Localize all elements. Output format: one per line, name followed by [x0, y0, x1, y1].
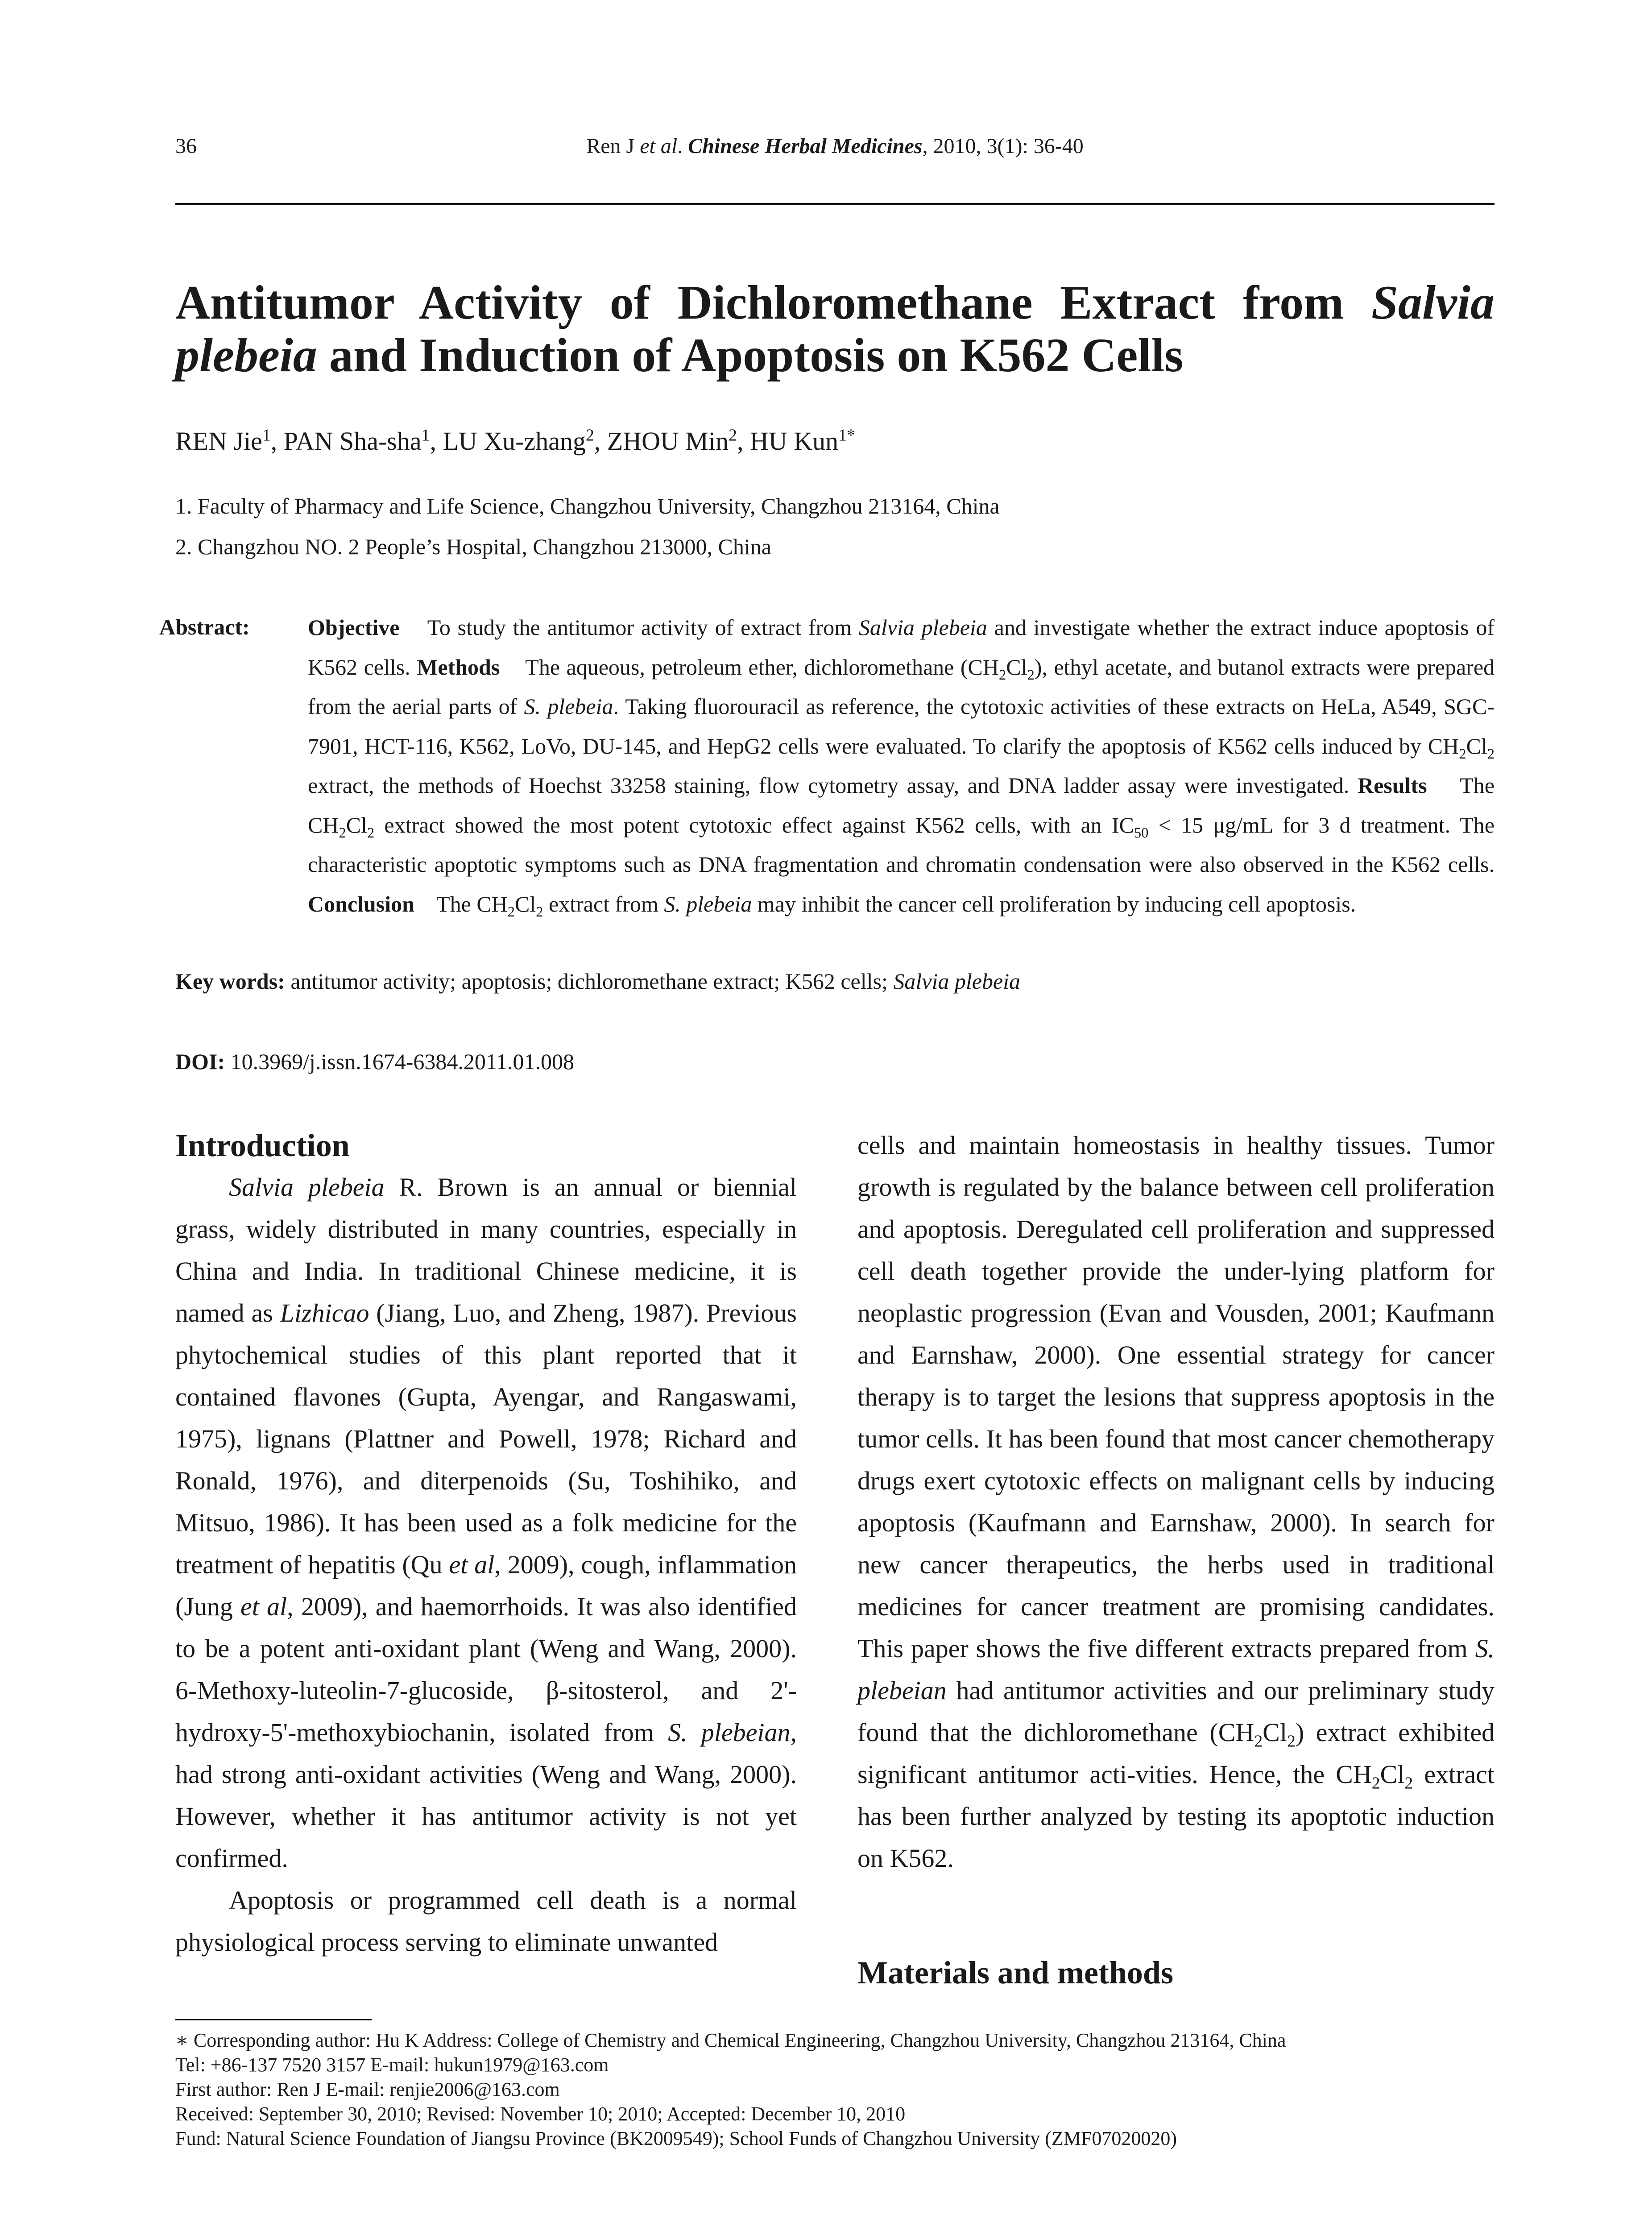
author-list: REN Jie$^1$, PAN Sha-sha$^1$, LU Xu-zhang$^2$, ZHOU Min$^2$, HU Kun$^{1*}$: [175, 426, 855, 456]
abstract-text: ), ethyl acetate, and butanol extracts were prepared from the aerial parts of: [308, 654, 1495, 719]
abstract-text: may inhibit the cancer cell proliferation by inducing cell apoptosis.: [752, 891, 1356, 916]
running-header: [175, 134, 1495, 178]
abstract-text: Cl: [515, 891, 536, 916]
intro-paragraph-2: Apoptosis or programmed cell death is a normal physiological process serving to eliminate unwanted: [175, 1886, 797, 1957]
subscript: 2: [998, 667, 1006, 683]
footnote-dates: Received: September 30, 2010; Revised: November 10; 2010; Accepted: December 10, 2010: [175, 2103, 906, 2125]
body-text: had antitumor activities and our preliminary study found that the dichloromethane (CH: [857, 1676, 1495, 1747]
abstract-text: Cl: [1466, 733, 1487, 759]
running-head-authors: Ren J: [586, 134, 640, 158]
species-name: S. plebeia: [664, 891, 752, 916]
author-name: HU Kun: [749, 427, 839, 456]
affiliation-2: 2. Changzhou NO. 2 People’s Hospital, Changzhou 213000, China: [175, 534, 771, 559]
body-text: , 2009), and haemorrhoids. It was also identified to be a potent anti-oxidant plant (Weng and Wang, 2000). 6-Methoxy-luteolin-7-glucoside, β-sitosterol, and 2'-hydroxy-5'-methoxybiochanin, isolated from: [175, 1592, 797, 1747]
author-affil-mark: 1*: [838, 426, 855, 445]
footnote-fund: Fund: Natural Science Foundation of Jiangsu Province (BK2009549); School Funds of Changzhou University (ZMF07020020): [175, 2127, 1177, 2149]
right-column: [857, 1124, 1495, 1879]
body-text: extract has been further analyzed by testing its apoptotic induction on K562.: [857, 1760, 1495, 1873]
introduction-heading: Introduction: [175, 1128, 350, 1163]
subscript: 50: [1134, 825, 1149, 841]
title-species: Salvia plebeia: [175, 276, 1495, 382]
subscript: 2: [1487, 746, 1495, 762]
author-name: PAN Sha-sha: [283, 427, 422, 456]
running-head-citation: , 2010, 3(1): 36-40: [922, 134, 1084, 158]
subscript: 2: [1459, 746, 1466, 762]
abstract-text: extract from: [543, 891, 664, 916]
author-affil-mark: 1: [421, 426, 430, 445]
keywords-text: antitumor activity; apoptosis; dichloromethane extract; K562 cells;: [285, 969, 894, 994]
abstract-text: < 15 μg/mL for 3 d treatment. The characteristic apoptotic symptoms such as DNA fragmentation and chromatin condensation were also observed in the K562 cells.: [308, 812, 1495, 877]
author-name: ZHOU Min: [607, 427, 729, 456]
running-head-etal: et al: [640, 134, 678, 158]
species-name: Salvia plebeia: [893, 969, 1021, 994]
subscript: 2: [1371, 1774, 1380, 1793]
abstract-text: The CH: [308, 773, 1495, 838]
species-name: Salvia plebeia: [858, 615, 987, 640]
plant-name: Lizhicao: [280, 1298, 369, 1327]
abstract-text: . Taking fluorouracil as reference, the cytotoxic activities of these extracts on HeLa, A549, SGC-7901, HCT-116, K562, LoVo, DU-145, and HepG2 cells were evaluated. To clarify the apoptosis of K562 cells induced by CH: [308, 694, 1495, 759]
author-name: REN Jie: [175, 427, 262, 456]
author-name: LU Xu-zhang: [443, 427, 586, 456]
footnote-first-author: First author: Ren J E-mail: renjie2006@163.com: [175, 2078, 560, 2100]
abstract-text: The CH: [436, 891, 508, 916]
species-name: S. plebeian: [668, 1718, 791, 1747]
materials-methods-heading: Materials and methods: [857, 1955, 1173, 1990]
abstract-label: Abstract:: [159, 614, 250, 639]
abstract-text: extract, the methods of Hoechst 33258 staining, flow cytometry assay, and DNA ladder assay were investigated.: [308, 773, 1350, 798]
body-text: Cl: [1380, 1760, 1405, 1789]
running-head-dot: .: [677, 134, 688, 158]
body-text: Cl: [1263, 1718, 1287, 1747]
keywords: [175, 968, 1495, 994]
body-text: cells and maintain homeostasis in healthy tissues. Tumor growth is regulated by the balance between cell proliferation and apoptosis. Deregulated cell proliferation and suppressed cell death together provide the under-lying platform for neoplastic progression (Evan and Vousden, 2001; Kaufmann and Earnshaw, 2000). One essential strategy for cancer therapy is to target the lesions that suppress apoptosis in the tumor cells. It has been found that most cancer chemotherapy drugs exert cytotoxic effects on malignant cells by inducing apoptosis (Kaufmann and Earnshaw, 2000). In search for new cancer therapeutics, the herbs used in traditional medicines for cancer treatment are promising candidates. This paper shows the five different extracts prepared from: [857, 1131, 1495, 1663]
intro-paragraph-2-continued: [857, 1124, 1495, 1879]
subscript: 2: [1254, 1732, 1263, 1751]
abstract-body: [308, 608, 1495, 924]
species-name: Salvia plebeia: [229, 1173, 385, 1202]
abstract-text: extract showed the most potent cytotoxic effect against K562 cells, with an IC: [374, 812, 1134, 838]
subscript: 2: [1027, 667, 1035, 683]
objective-label: Objective: [308, 615, 400, 640]
header-rule: [175, 203, 1495, 205]
title-part-1: Antitumor Activity of Dichloromethane Extract from: [175, 276, 1371, 329]
intro-paragraph-1: [175, 1166, 797, 1879]
body-text: , had strong anti-oxidant activities (Weng and Wang, 2000). However, whether it has antitumor activity is not yet confirmed.: [175, 1718, 797, 1873]
subscript: 2: [1287, 1732, 1296, 1751]
etal: et al: [240, 1592, 287, 1621]
abstract-text: The aqueous, petroleum ether, dichloromethane (CH: [525, 654, 999, 680]
affiliation-1: 1. Faculty of Pharmacy and Life Science, Changzhou University, Changzhou 213164, China: [175, 493, 1000, 518]
running-head: [175, 134, 1495, 158]
footnotes: [175, 2028, 1495, 2151]
author-affil-mark: 2: [729, 426, 737, 445]
author-affil-mark: 1: [262, 426, 271, 445]
subscript: 2: [1404, 1774, 1413, 1793]
etal: et al: [449, 1550, 495, 1579]
subscript: 2: [536, 904, 543, 920]
doi: [175, 1049, 574, 1074]
journal-name: Chinese Herbal Medicines: [688, 134, 923, 158]
author-affil-mark: 2: [585, 426, 594, 445]
subscript: 2: [507, 904, 515, 920]
subscript: 2: [367, 825, 375, 841]
paper-title: [175, 277, 1495, 382]
results-label: Results: [1357, 773, 1427, 798]
abstract-text: Cl: [346, 812, 367, 838]
body-text: , 2009), cough, inflammation (Jung: [175, 1550, 797, 1621]
keywords-label: Key words:: [175, 969, 285, 994]
abstract-text: and investigate whether the extract induce apoptosis of K562 cells.: [308, 615, 1495, 680]
left-column: [175, 1124, 797, 1963]
footnote-rule: [175, 2019, 372, 2020]
methods-label: Methods: [417, 654, 500, 680]
doi-link[interactable]: 10.3969/j.issn.1674-6384.2011.01.008: [225, 1049, 574, 1074]
subscript: 2: [339, 825, 346, 841]
page-number: 36: [175, 134, 197, 158]
species-name: S. plebeian: [857, 1634, 1495, 1705]
body-text: ) extract exhibited significant antitumor acti-vities. Hence, the CH: [857, 1718, 1495, 1789]
abstract-text: To study the antitumor activity of extract from: [427, 615, 859, 640]
doi-label: DOI:: [175, 1049, 225, 1074]
body-text: (Jiang, Luo, and Zheng, 1987). Previous phytochemical studies of this plant reported that it contained flavones (Gupta, Ayengar, and Rangaswami, 1975), lignans (Plattner and Powell, 1978; Richard and Ronald, 1976), and diterpenoids (Su, Toshihiko, and Mitsuo, 1986). It has been used as a folk medicine for the treatment of hepatitis (Qu: [175, 1298, 797, 1579]
footnote-contact: Tel: +86-137 7520 3157 E-mail: hukun1979@163.com: [175, 2054, 609, 2076]
abstract-text: Cl: [1006, 654, 1027, 680]
conclusion-label: Conclusion: [308, 891, 414, 916]
species-name: S. plebeia: [524, 694, 613, 719]
footnote-corresponding: ∗ Corresponding author: Hu K Address: College of Chemistry and Chemical Engineering, Changzhou University, Changzhou 213164, China: [175, 2029, 1286, 2051]
body-text: R. Brown is an annual or biennial grass, widely distributed in many countries, especially in China and India. In traditional Chinese medicine, it is named as: [175, 1173, 797, 1327]
title-part-2: and Induction of Apoptosis on K562 Cells: [317, 329, 1184, 382]
